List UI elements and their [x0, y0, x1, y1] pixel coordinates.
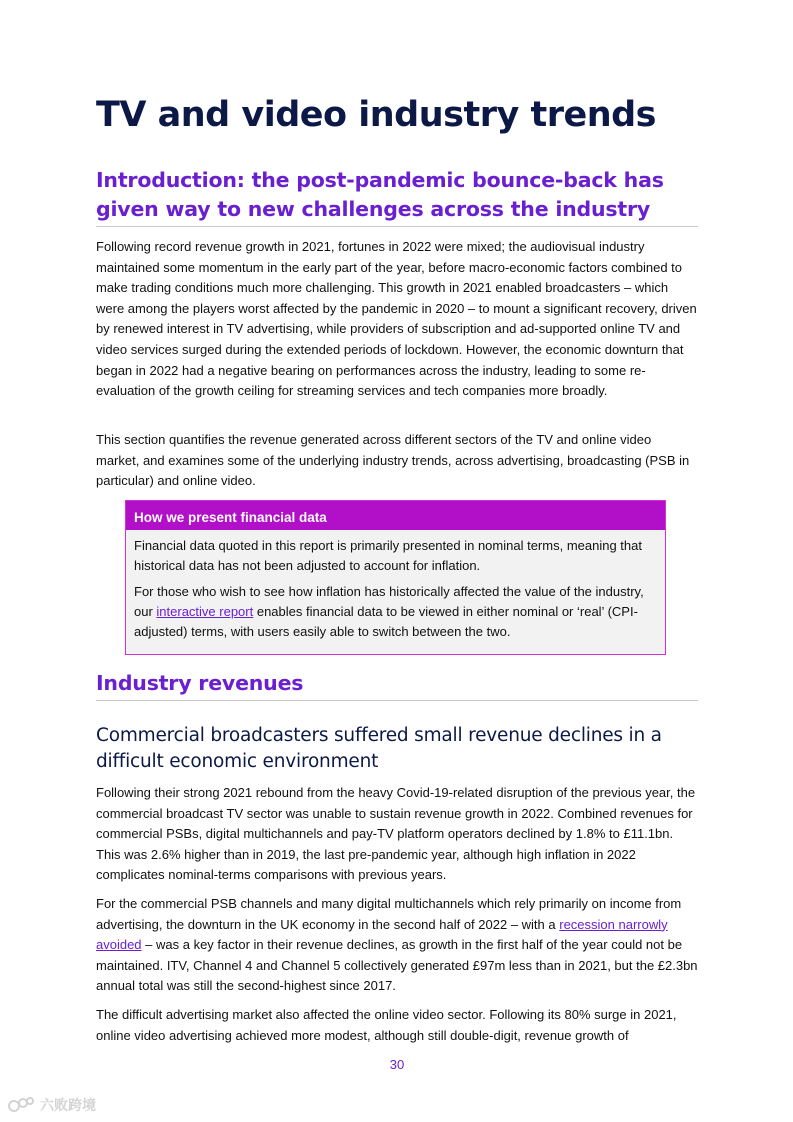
callout-paragraph-2	[134, 582, 657, 642]
watermark	[8, 1095, 96, 1115]
intro-paragraph-1: Following record revenue growth in 2021, fortunes in 2022 were mixed; the audiovisual industry maintained some momentum in the early part of the year, before macro-economic factors combined to make trading conditions much more challenging. This growth in 2021 enabled broadcasters – which were among the players worst affected by the pandemic in 2020 – to mount a significant recovery, driven by renewed interest in TV advertising, while providers of subscription and ad-supported online TV and video services surged during the extended periods of lockdown. However, the economic downturn that began in 2022 had a negative bearing on performances across the industry, leading to some re-evaluation of the growth ceiling for streaming services and tech companies more broadly.	[96, 239, 697, 399]
revenues-paragraph-1: Following their strong 2021 rebound from the heavy Covid-19-related disruption of the previous year, the commercial broadcast TV sector was unable to sustain revenue growth in 2022. Combined revenues for commercial PSBs, digital multichannels and pay-TV platform operators declined by 1.8% to £11.1bn. This was 2.6% higher than in 2019, the last pre-pandemic year, although high inflation in 2022 complicates nominal-terms comparisons with previous years.	[96, 785, 696, 883]
callout-heading: How we present financial data	[126, 501, 665, 530]
callout-text-before-link: For those who wish to see how inflation has historically affected the value of the industry, our	[134, 584, 644, 619]
page-number: 30	[389, 1057, 405, 1072]
intro-heading-block	[96, 166, 698, 227]
callout-text-after-link: enables financial data to be viewed in either nominal or ‘real’ (CPI-adjusted) terms, with users easily able to switch between the two.	[134, 604, 638, 639]
intro-paragraph-2: This section quantifies the revenue generated across different sectors of the TV and online video market, and examines some of the underlying industry trends, across advertising, broadcasting (PSB in particular) and online video.	[96, 432, 690, 489]
industry-revenues-heading: Industry revenues	[96, 671, 304, 695]
interactive-report-link[interactable]: interactive report	[156, 604, 254, 619]
watermark-logo-icon	[8, 1096, 34, 1114]
recession-narrowly-avoided-link[interactable]: recession narrowly avoided	[96, 916, 668, 953]
callout-body	[126, 530, 665, 654]
intro-heading: Introduction: the post-pandemic bounce-back has given way to new challenges across the industry	[96, 168, 664, 221]
financial-data-callout	[125, 500, 666, 655]
industry-revenues-heading-block	[96, 669, 698, 701]
revenues-paragraph-3: The difficult advertising market also affected the online video sector. Following its 80% surge in 2021, online video advertising achieved more modest, although still double-digit, revenue growth of	[96, 1007, 677, 1043]
revenues-text-after-link: – was a key factor in their revenue declines, as growth in the first half of the year could not be maintained. ITV, Channel 4 and Channel 5 collectively generated £97m less than in 2021, but the £2.3bn annual total was still the second-highest since 2017.	[96, 937, 698, 994]
commercial-broadcasters-subheading: Commercial broadcasters suffered small revenue declines in a difficult economic environment	[96, 725, 662, 772]
callout-paragraph-1: Financial data quoted in this report is primarily presented in nominal terms, meaning that historical data has not been adjusted to account for inflation.	[134, 538, 642, 573]
page-title: TV and video industry trends	[96, 95, 656, 135]
revenues-paragraph-2	[96, 894, 698, 997]
revenues-text-before-link: For the commercial PSB channels and many digital multichannels which rely primarily on income from advertising, the downturn in the UK economy in the second half of 2022 – with a	[96, 896, 682, 932]
watermark-text: 六败跨境	[40, 1097, 96, 1113]
